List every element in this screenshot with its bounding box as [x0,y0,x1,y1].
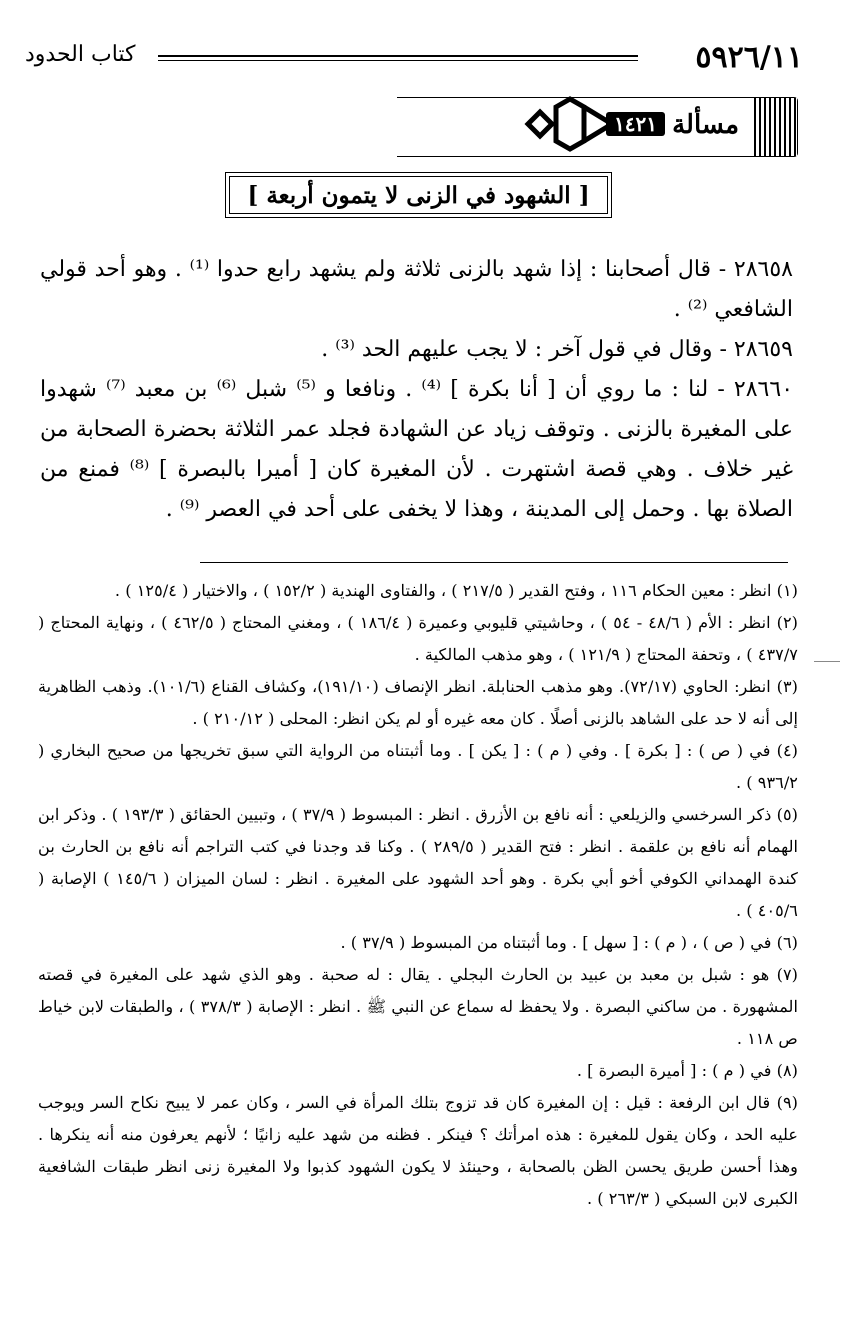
section-title: [ الشهود في الزنى لا يتمون أربعة ] [229,176,608,214]
footnote-4: (٤) في ( ص ) : [ بكرة ] . وفي ( م ) : [ يكن ] . وما أثبتناه من الرواية التي سبق تخريجها من صحيح البخاري ( ٩٣٦/٢ ) . [38,741,798,792]
ornament-icon [520,93,620,155]
footnote-6: (٦) في ( ص ) ، ( م ) : [ سهل ] . وما أثبتناه من المبسوط ( ٣٧/٩ ) . [340,933,798,952]
footnotes [38,575,798,1215]
margin-mark [814,661,840,662]
book-title: كتاب الحدود [25,42,136,67]
footnote-3: (٣) انظر: الحاوي (٧٢/١٧). وهو مذهب الحنابلة. انظر الإنصاف (١٩١/١٠)، وكشاف القناع (١٠١/٦). وذهب الظاهرية إلى أنه لا حد على الشاهد بالزنى أصلًا . كان معه غيره أو لم يكن انظر: المحلى ( ٢١٠/١٢ ) . [38,677,798,728]
footnote-9: (٩) قال ابن الرفعة : قيل : إن المغيرة كان قد تزوج بتلك المرأة في السر ، وكان عمر لا يبيح نكاح السر ويوجب عليه الحد ، وكان يقول للمغيرة : هذه امرأتك ؟ فينكر . فظنه من شهد عليه زانيًا ؛ لأنهم يعرفون منه أنه ينكرها . وهذا أحسن طريق يحسن الظن بالصحابة ، وحينئذ لا يكون الشهود كذبوا ولا المغيرة زنى انظر طبقات الشافعية الكبرى لابن السبكي ( ٢٦٣/٣ ) . [38,1093,798,1208]
main-text [40,250,793,530]
paragraph-28659: ٢٨٦٥٩ - وقال في قول آخر : لا يجب عليهم الحد ⁽³⁾ . [321,337,793,362]
page-number: ٥٩٢٦/١١ [695,40,803,75]
issue-number: ١٤٢١ [606,112,665,136]
footnote-7: (٧) هو : شبل بن معبد بن عبيد بن الحارث البجلي . يقال : له صحبة . وهو الذي شهد على المغيرة في قصته المشهورة . من ساكني البصرة . ولا يحفظ له سماع عن النبي ﷺ . انظر : الإصابة ( ٣٧٨/٣ ) ، والطبقات لابن خياط ص ١١٨ . [38,965,798,1048]
footnote-1: (١) انظر : معين الحكام ١١٦ ، وفتح القدير ( ٢١٧/٥ ) ، والفتاوى الهندية ( ١٥٢/٢ ) ، والاختيار ( ١٢٥/٤ ) . [114,581,798,600]
issue-label: مسألة [672,110,739,140]
banner-stripes [754,98,797,156]
footnote-2: (٢) انظر : الأم ( ٤٨/٦ - ٥٤ ) ، وحاشيتي قليوبي وعميرة ( ١٨٦/٤ ) ، ومغني المحتاج ( ٤٦٢/٥ ) ، ونهاية المحتاج ( ٤٣٧/٧ ) ، وتحفة المحتاج ( ١٢١/٩ ) ، وهو مذهب المالكية . [38,613,798,664]
footnote-separator [200,562,788,563]
paragraph-28660: ٢٨٦٦٠ - لنا : ما روي أن [ أنا بكرة ] ⁽⁴⁾ . ونافعا و ⁽⁵⁾ شبل ⁽⁶⁾ بن معبد ⁽⁷⁾ شهدوا على المغيرة بالزنى . وتوقف زياد عن الشهادة فجلد عمر الثلاثة بحضرة الصحابة من غير خلاف . وهي قصة اشتهرت . لأن المغيرة كان [ أميرا بالبصرة ] ⁽⁸⁾ فمنع من الصلاة بها . وحمل إلى المدينة ، وهذا لا يخفى على أحد في العصر ⁽⁹⁾ . [40,377,794,522]
paragraph-28658: ٢٨٦٥٨ - قال أصحابنا : إذا شهد بالزنى ثلاثة ولم يشهد رابع حدوا ⁽¹⁾ . وهو أحد قولي الشافعي ⁽²⁾ . [40,257,793,322]
footnote-8: (٨) في ( م ) : [ أميرة البصرة ] . [576,1061,798,1080]
section-title-box [225,172,612,218]
footnote-5: (٥) ذكر السرخسي والزيلعي : أنه نافع بن الأزرق . انظر : المبسوط ( ٣٧/٩ ) ، وتبيين الحقائق ( ١٩٣/٣ ) . وذكر ابن الهمام أنه نافع بن علقمة . انظر : فتح القدير ( ٢٨٩/٥ ) . وكنا قد وجدنا في كتب التراجم أنه نافع بن الحارث بن كندة الهمداني الكوفي أخو أبي بكرة . وهو أحد الشهود على المغيرة . انظر : لسان الميزان ( ١٤٥/٦ ) الإصابة ( ٤٠٥/٦ ) . [38,805,798,920]
header-rule [158,55,638,61]
